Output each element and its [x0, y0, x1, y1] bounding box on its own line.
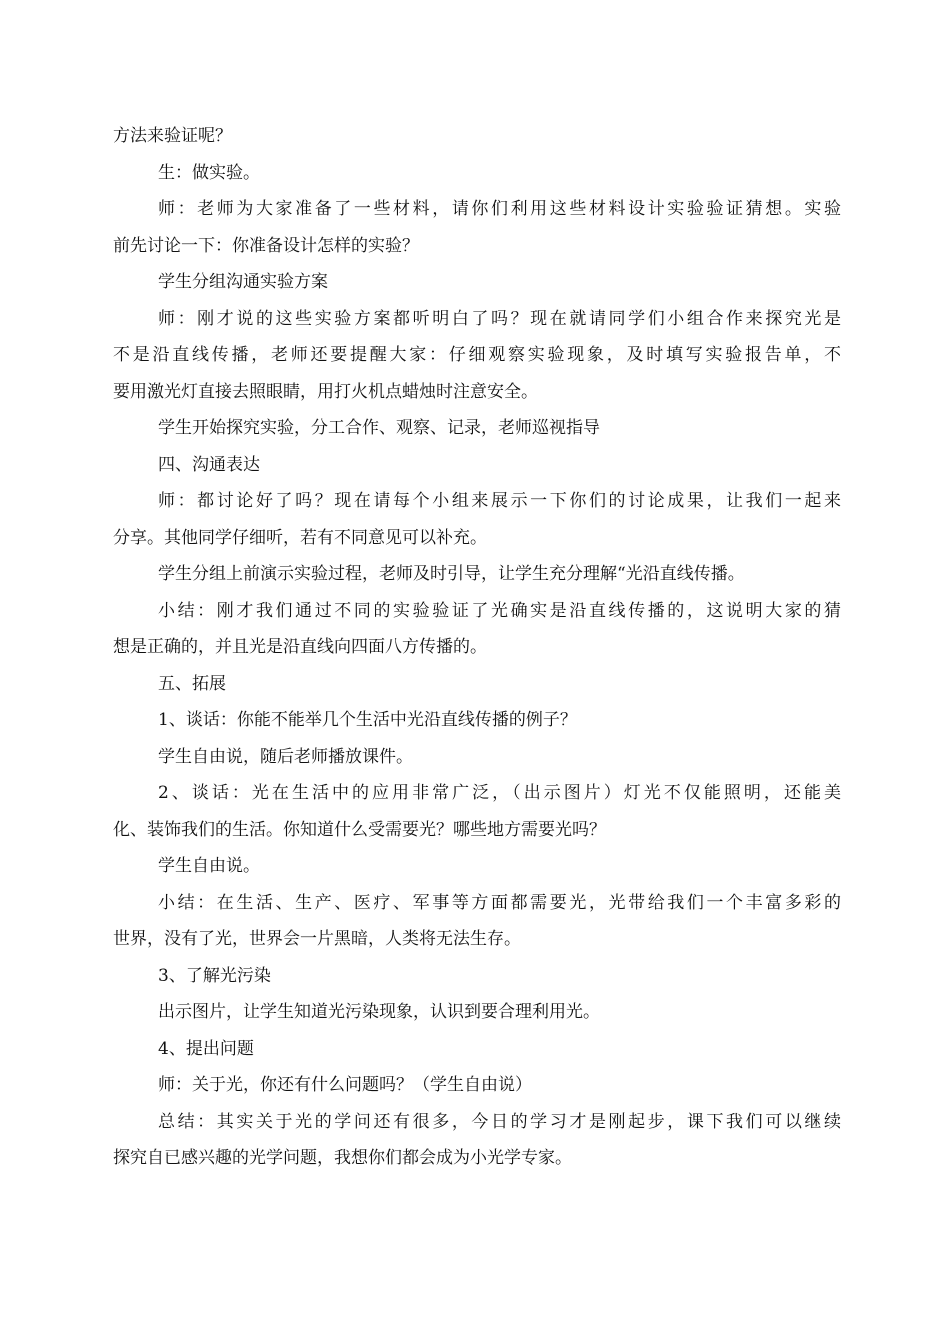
text-line: 四、沟通表达: [158, 454, 260, 475]
text-line: 总结：其实关于光的学问还有很多，今日的学习才是刚起步，课下我们可以继续: [158, 1111, 841, 1132]
text-line: 探究自已感兴趣的光学问题，我想你们都会成为小光学专家。: [113, 1148, 572, 1168]
text-line: 生：做实验。: [158, 162, 260, 183]
text-line: 出示图片，让学生知道光污染现象，认识到要合理利用光。: [158, 1002, 600, 1022]
text-line: 想是正确的，并且光是沿直线向四面八方传播的。: [113, 637, 487, 657]
text-line: 学生开始探究实验，分工合作、观察、记录，老师巡视指导: [158, 418, 600, 438]
text-line: 方法来验证呢？: [113, 126, 232, 146]
text-line: 学生自由说，随后老师播放课件。: [158, 746, 413, 767]
text-line: 2、谈话：光在生活中的应用非常广泛，（出示图片）灯光不仅能照明，还能美: [158, 783, 841, 803]
text-line: 世界，没有了光，世界会一片黑暗，人类将无法生存。: [113, 929, 521, 949]
text-line: 小结：在生活、生产、医疗、军事等方面都需要光，光带给我们一个丰富多彩的: [158, 892, 841, 913]
text-line: 五、拓展: [158, 673, 226, 694]
text-line: 学生自由说。: [158, 856, 260, 876]
text-line: 师：关于光，你还有什么问题吗？（学生自由说）: [158, 1075, 532, 1095]
document-body: [113, 118, 841, 1177]
text-line: 学生分组上前演示实验过程，老师及时引导，让学生充分理解“光沿直线传播。: [158, 564, 745, 584]
text-line: 化、装饰我们的生活。你知道什么受需要光？哪些地方需要光吗？: [113, 819, 606, 840]
text-line: 分享。其他同学仔细听，若有不同意见可以补充。: [113, 527, 487, 548]
text-line: 要用激光灯直接去照眼睛，用打火机点蜡烛时注意安全。: [113, 381, 538, 402]
text-line: 师：刚才说的这些实验方案都听明白了吗？现在就请同学们小组合作来探究光是: [158, 308, 841, 329]
text-line: 小结：刚才我们通过不同的实验验证了光确实是沿直线传播的，这说明大家的猜: [158, 600, 841, 621]
text-line: 学生分组沟通实验方案: [158, 272, 328, 292]
text-line: 3、了解光污染: [158, 965, 271, 986]
text-line: 师：都讨论好了吗？现在请每个小组来展示一下你们的讨论成果，让我们一起来: [158, 491, 841, 511]
text-line: 前先讨论一下：你准备设计怎样的实验？: [113, 235, 419, 256]
text-line: 不是沿直线传播，老师还要提醒大家：仔细观察实验现象，及时填写实验报告单，不: [113, 345, 841, 365]
text-line: 1、谈话：你能不能举几个生活中光沿直线传播的例子？: [158, 710, 577, 730]
text-line: 师：老师为大家准备了一些材料，请你们利用这些材料设计实验验证猜想。实验: [158, 199, 841, 219]
text-line: 4、提出问题: [158, 1038, 254, 1059]
